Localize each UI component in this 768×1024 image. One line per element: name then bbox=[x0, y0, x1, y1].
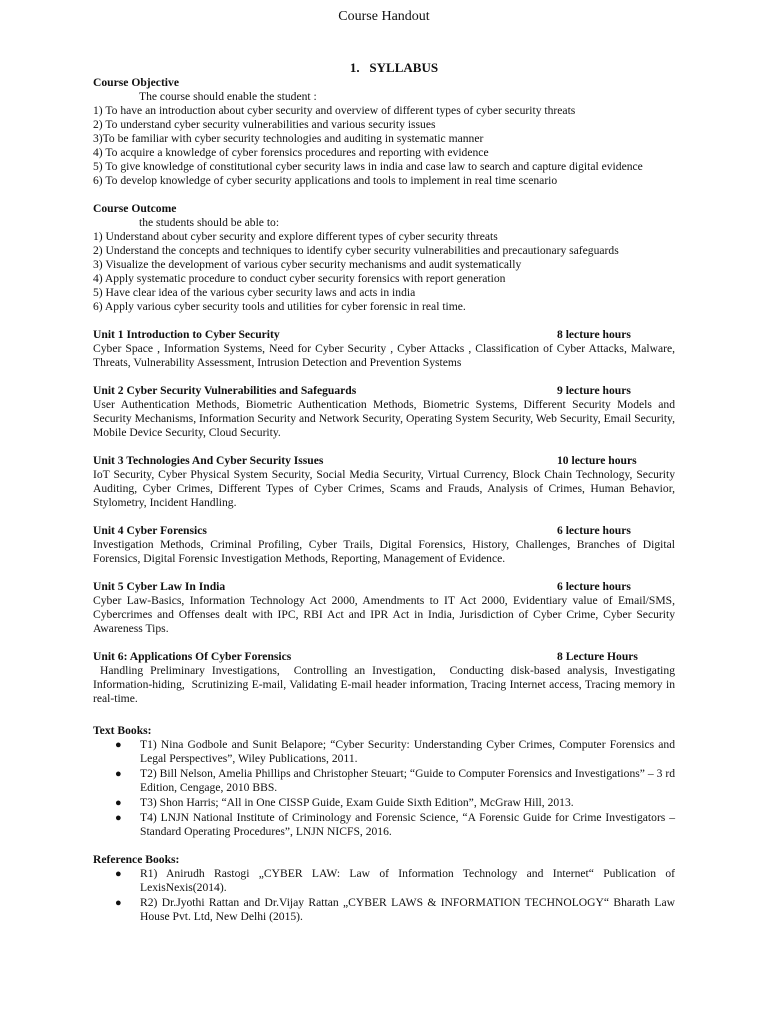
unit-title: Unit 3 Technologies And Cyber Security Issues bbox=[93, 454, 324, 467]
objective-item: 6) To develop knowledge of cyber security applications and tools to implement in real time scenario bbox=[93, 174, 558, 187]
unit-hours: 6 lecture hours bbox=[557, 524, 631, 537]
course-objective-intro: The course should enable the student : bbox=[139, 90, 317, 103]
list-item: ● R1) Anirudh Rastogi „CYBER LAW: Law of Information Technology and Internet“ Publication of LexisNexis(2014). bbox=[115, 867, 675, 894]
bullet-icon: ● bbox=[115, 868, 122, 880]
syllabus-content bbox=[93, 60, 678, 925]
objective-item: 5) To give knowledge of constitutional cyber security laws in india and case law to search and capture digital evidence bbox=[93, 160, 643, 173]
unit-body: Handling Preliminary Investigations, Controlling an Investigation, Conducting disk-based analysis, Investigating Information-hiding, Scrutinizing E-mail, Validating E-mail header information, Tracing Internet access, Tracing memory in real-time. bbox=[93, 664, 678, 705]
unit-title: Unit 4 Cyber Forensics bbox=[93, 524, 207, 537]
list-item: ● T4) LNJN National Institute of Criminology and Forensic Science, “A Forensic Guide for Crime Investigators – Standard Operating Procedures”, LNJN NICFS, 2016. bbox=[115, 811, 675, 838]
course-objective-section bbox=[93, 76, 675, 188]
unit-hours: 6 lecture hours bbox=[557, 580, 631, 593]
objective-item: 4) To acquire a knowledge of cyber forensics procedures and reporting with evidence bbox=[93, 146, 489, 159]
page-header: Course Handout bbox=[338, 9, 430, 24]
unit-6 bbox=[93, 650, 678, 706]
unit-title: Unit 1 Introduction to Cyber Security bbox=[93, 328, 280, 341]
course-objective-title: Course Objective bbox=[93, 76, 179, 89]
unit-body: User Authentication Methods, Biometric Authentication Methods, Biometric Systems, Different Security Models and Security Mechanisms, Information Security and Network Security, Operating System Security, Web Security, Email Security, Mobile Device Security, Cloud Security. bbox=[93, 398, 675, 439]
unit-title: Unit 2 Cyber Security Vulnerabilities and Safeguards bbox=[93, 384, 357, 397]
text-books-list bbox=[93, 738, 675, 839]
outcome-item: 6) Apply various cyber security tools and utilities for cyber forensic in real time. bbox=[93, 300, 466, 313]
list-item: ● T2) Bill Nelson, Amelia Phillips and Christopher Steuart; “Guide to Computer Forensics and Investigations” – 3 rd Edition, Cengage, 2010 BBS. bbox=[115, 767, 675, 794]
unit-title: Unit 6: Applications Of Cyber Forensics bbox=[93, 650, 292, 663]
objective-item: 3)To be familiar with cyber security technologies and auditing in systematic manner bbox=[93, 132, 484, 145]
list-item: ● T3) Shon Harris; “All in One CISSP Guide, Exam Guide Sixth Edition”, McGraw Hill, 2013. bbox=[115, 796, 574, 809]
unit-3 bbox=[93, 454, 675, 510]
unit-body: IoT Security, Cyber Physical System Security, Social Media Security, Virtual Currency, Block Chain Technology, Security Auditing, Cyber Crimes, Different Types of Cyber Crimes, Scams and Frauds, Analysis of Crimes, Human Behavior, Stylometry, Incident Handling. bbox=[93, 468, 675, 509]
unit-hours: 9 lecture hours bbox=[557, 384, 631, 397]
unit-body: Cyber Law-Basics, Information Technology Act 2000, Amendments to IT Act 2000, Evidentiary value of Email/SMS, Cybercrimes and Offenses dealt with IPC, RBI Act and IPR Act in India, Jurisdiction of Cyber Crime, Cyber Security Awareness Tips. bbox=[93, 594, 675, 635]
unit-2 bbox=[93, 384, 675, 440]
bullet-icon: ● bbox=[115, 812, 122, 824]
unit-4 bbox=[93, 524, 675, 566]
outcome-item: 2) Understand the concepts and techniques to identify cyber security vulnerabilities and precautionary safeguards bbox=[93, 244, 619, 257]
outcome-item: 1) Understand about cyber security and explore different types of cyber security threats bbox=[93, 230, 498, 243]
outcome-item: 5) Have clear idea of the various cyber security laws and acts in india bbox=[93, 286, 416, 299]
course-outcome-intro: the students should be able to: bbox=[139, 216, 280, 229]
course-outcome-title: Course Outcome bbox=[93, 202, 177, 215]
unit-title: Unit 5 Cyber Law In India bbox=[93, 580, 226, 593]
unit-hours: 10 lecture hours bbox=[557, 454, 637, 467]
syllabus-heading: 1. SYLLABUS bbox=[349, 60, 439, 75]
unit-hours: 8 lecture hours bbox=[557, 328, 631, 341]
objective-item: 2) To understand cyber security vulnerabilities and various security issues bbox=[93, 118, 436, 131]
course-outcome-section bbox=[93, 202, 675, 314]
list-item: ● T1) Nina Godbole and Sunit Belapore; “Cyber Security: Understanding Cyber Crimes, Computer Forensics and Legal Perspectives”, Wiley Publications, 2011. bbox=[115, 738, 675, 765]
outcome-item: 4) Apply systematic procedure to conduct cyber security forensics with report generation bbox=[93, 272, 506, 285]
bullet-icon: ● bbox=[115, 768, 122, 780]
reference-books-section bbox=[93, 853, 675, 924]
list-item: ● R2) Dr.Jyothi Rattan and Dr.Vijay Rattan „CYBER LAWS & INFORMATION TECHNOLOGY“ Bharath Law House Pvt. Ltd, New Delhi (2015). bbox=[115, 896, 675, 923]
bullet-icon: ● bbox=[115, 739, 122, 751]
reference-books-title: Reference Books: bbox=[93, 853, 180, 866]
outcome-item: 3) Visualize the development of various cyber security mechanisms and audit systematically bbox=[93, 258, 522, 271]
unit-body: Cyber Space , Information Systems, Need for Cyber Security , Cyber Attacks , Classification of Cyber Attacks, Malware, Threats, Vulnerability Assessment, Intrusion Detection and Prevention Systems bbox=[93, 342, 675, 369]
unit-body: Investigation Methods, Criminal Profiling, Cyber Trails, Digital Forensics, History, Challenges, Branches of Digital Forensics, Digital Forensic Investigation Methods, Reporting, Management of Evidence. bbox=[93, 538, 675, 565]
objective-item: 1) To have an introduction about cyber security and overview of different types of cyber security threats bbox=[93, 104, 576, 117]
reference-books-list bbox=[93, 867, 675, 924]
text-books-section bbox=[93, 724, 675, 839]
unit-hours: 8 Lecture Hours bbox=[557, 650, 638, 663]
unit-5 bbox=[93, 580, 675, 636]
bullet-icon: ● bbox=[115, 897, 122, 909]
bullet-icon: ● bbox=[115, 797, 122, 809]
text-books-title: Text Books: bbox=[93, 724, 152, 737]
unit-1 bbox=[93, 328, 675, 370]
